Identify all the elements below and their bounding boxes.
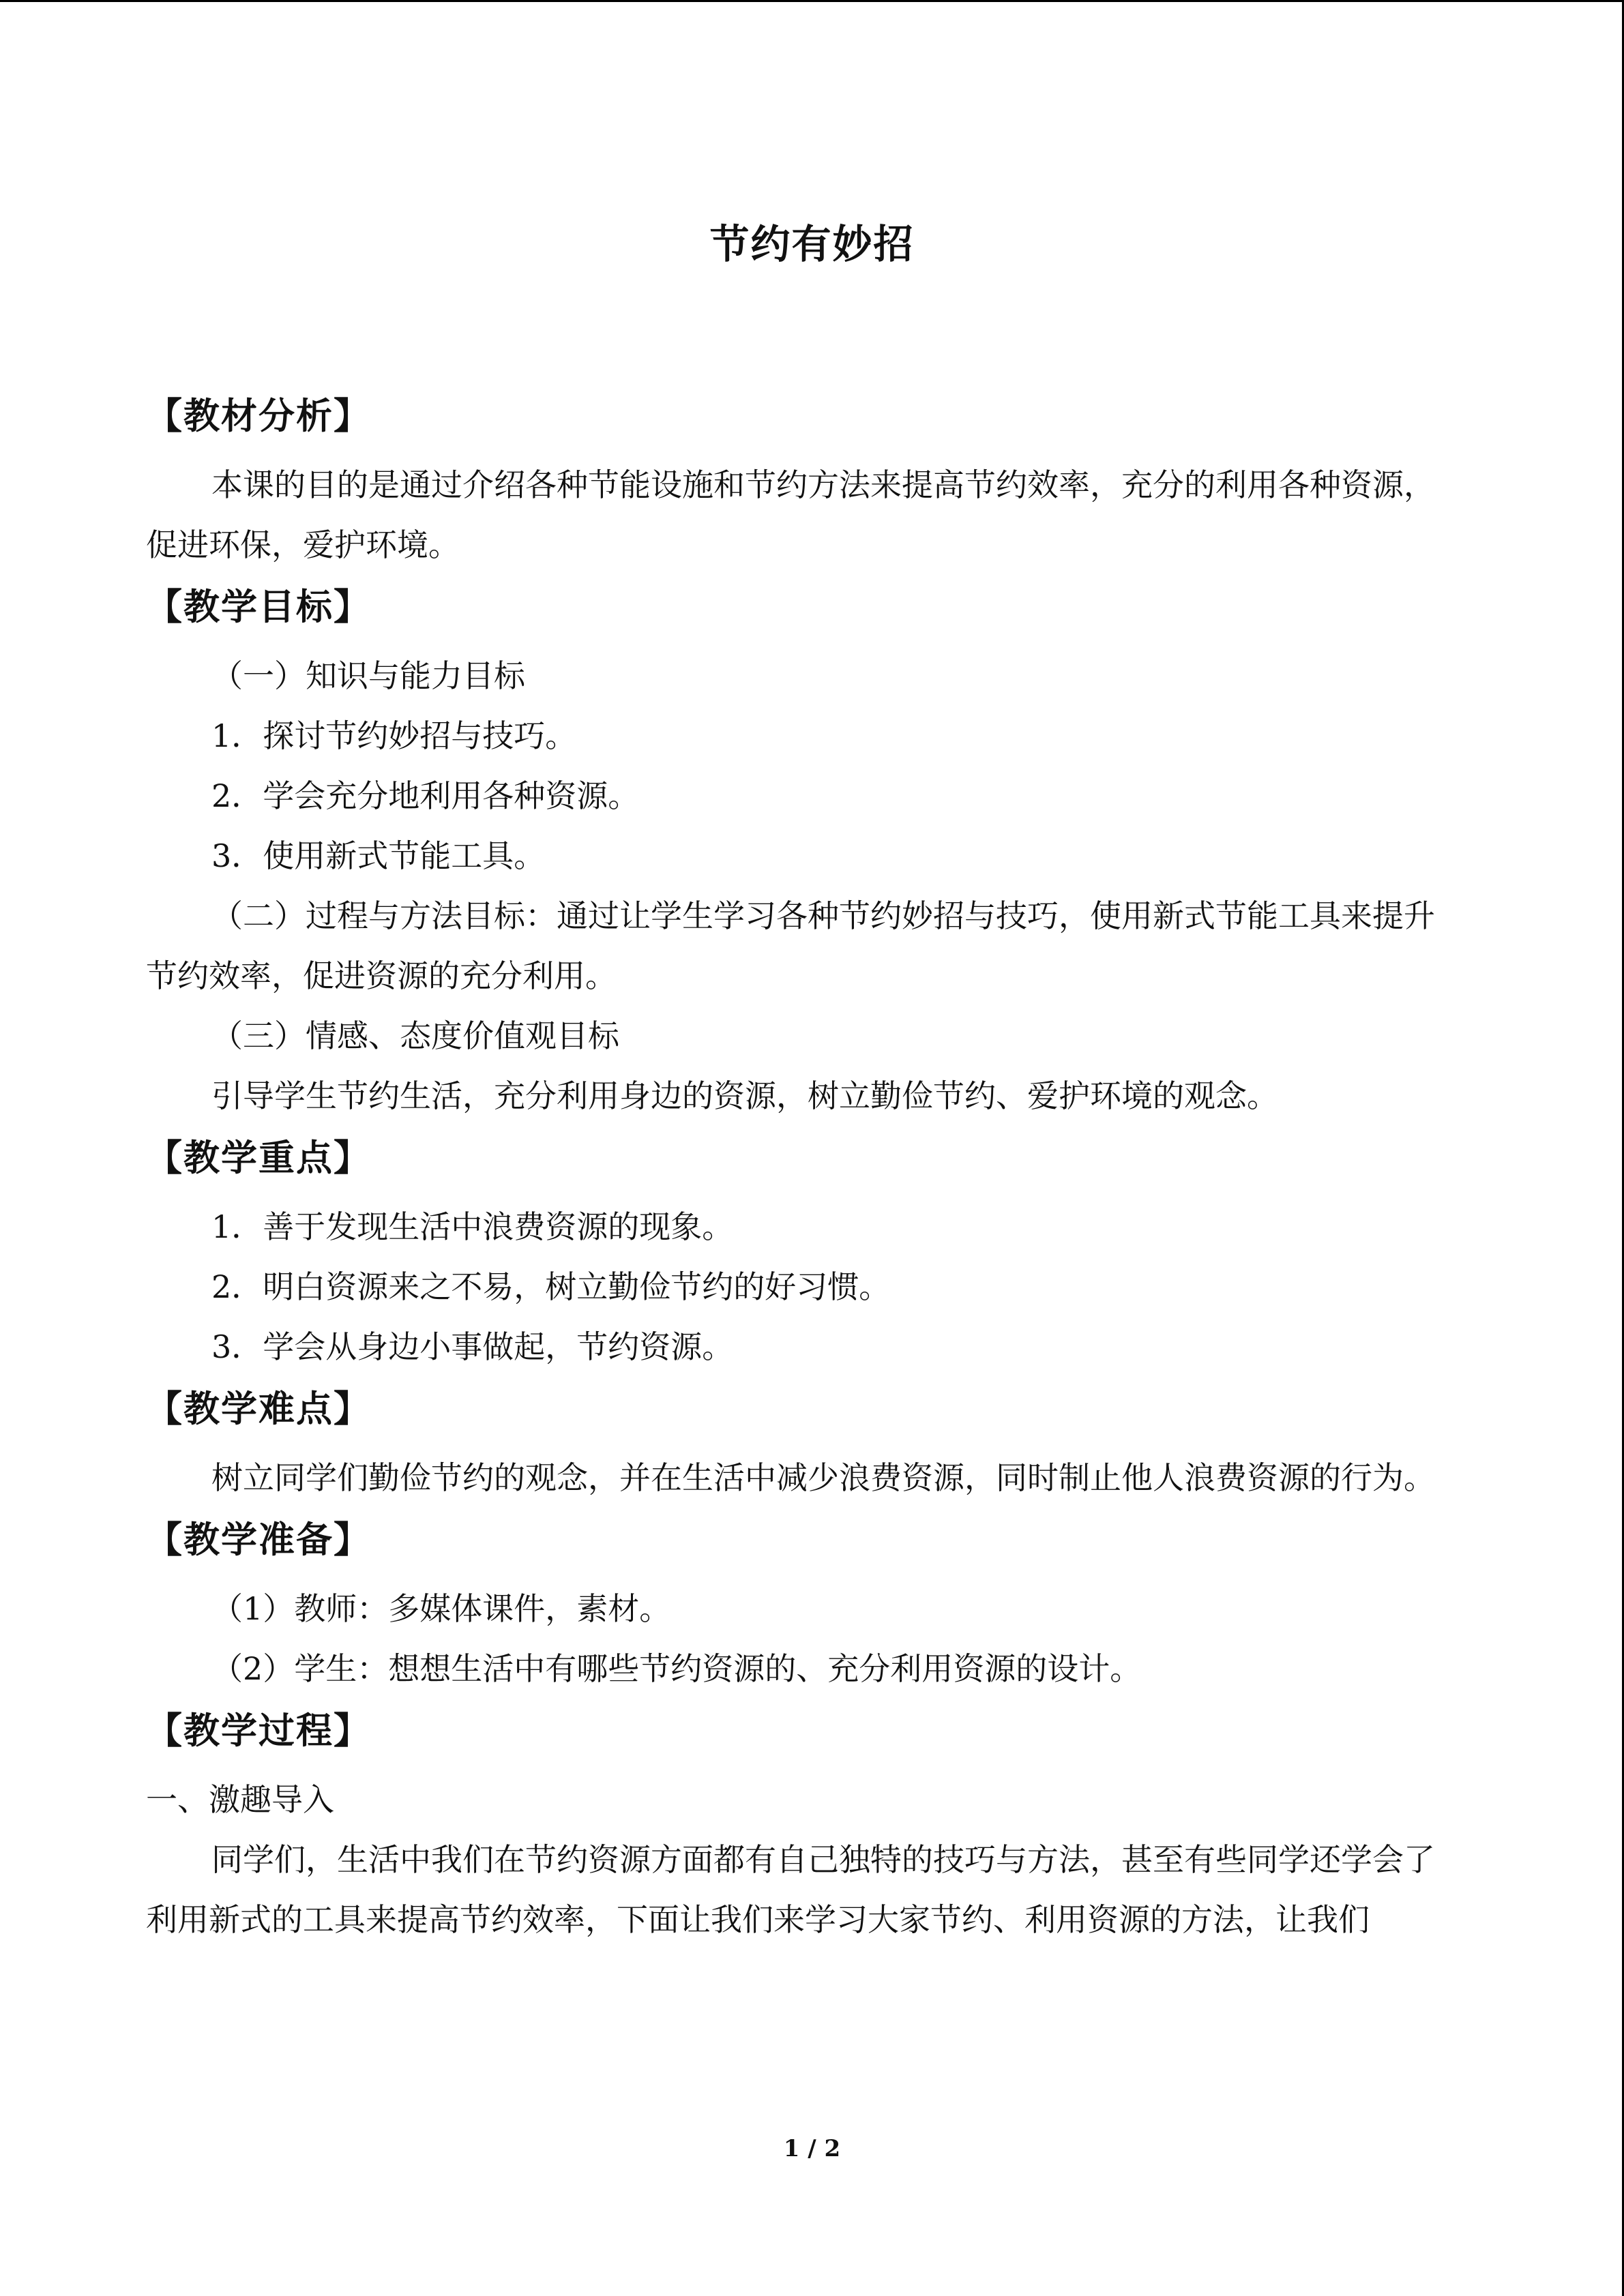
analysis-paragraph: 本课的目的是通过介绍各种节能设施和节约方法来提高节约效率，充分的利用各种资源，促进环保，爱护环境。 <box>146 466 1435 563</box>
heading-process: 【教学过程】 <box>146 1710 371 1752</box>
objectives-line-5: （二）过程与方法目标：通过让学生学习各种节约妙招与技巧，使用新式节能工具来提升节约效率，促进资源的充分利用。 <box>146 897 1435 994</box>
difficulties-paragraph: 树立同学们勤俭节约的观念，并在生活中减少浪费资源，同时制止他人浪费资源的行为。 <box>211 1459 1435 1496</box>
key-points-line-1: 1．善于发现生活中浪费资源的现象。 <box>211 1208 734 1245</box>
page-number: 1 / 2 <box>783 2135 841 2162</box>
heading-analysis: 【教材分析】 <box>146 396 371 437</box>
objectives-line-4: 3．使用新式节能工具。 <box>211 837 546 874</box>
page-title: 节约有妙招 <box>709 221 915 267</box>
key-points-line-2: 2．明白资源来之不易，树立勤俭节约的好习惯。 <box>211 1268 891 1305</box>
process-subheading-1: 一、激趣导入 <box>146 1781 334 1818</box>
preparation-line-1: （1）教师：多媒体课件，素材。 <box>211 1590 671 1627</box>
objectives-line-2: 1．探讨节约妙招与技巧。 <box>211 717 577 754</box>
objectives-line-7: 引导学生节约生活，充分利用身边的资源，树立勤俭节约、爱护环境的观念。 <box>211 1077 1278 1114</box>
heading-difficulties: 【教学难点】 <box>146 1388 371 1430</box>
heading-objectives: 【教学目标】 <box>146 586 371 628</box>
heading-preparation: 【教学准备】 <box>146 1519 371 1561</box>
process-paragraph-1: 同学们，生活中我们在节约资源方面都有自己独特的技巧与方法，甚至有些同学还学会了利用新式的工具来提高节约效率，下面让我们来学习大家节约、利用资源的方法，让我们 <box>146 1841 1435 1938</box>
objectives-line-6: （三）情感、态度价值观目标 <box>211 1017 619 1054</box>
preparation-line-2: （2）学生：想想生活中有哪些节约资源的、充分利用资源的设计。 <box>211 1650 1142 1687</box>
document-body <box>146 384 1462 1950</box>
key-points-line-3: 3．学会从身边小事做起，节约资源。 <box>211 1328 734 1365</box>
objectives-line-1: （一）知识与能力目标 <box>211 657 525 694</box>
objectives-line-3: 2．学会充分地利用各种资源。 <box>211 777 640 814</box>
heading-key-points: 【教学重点】 <box>146 1137 371 1179</box>
